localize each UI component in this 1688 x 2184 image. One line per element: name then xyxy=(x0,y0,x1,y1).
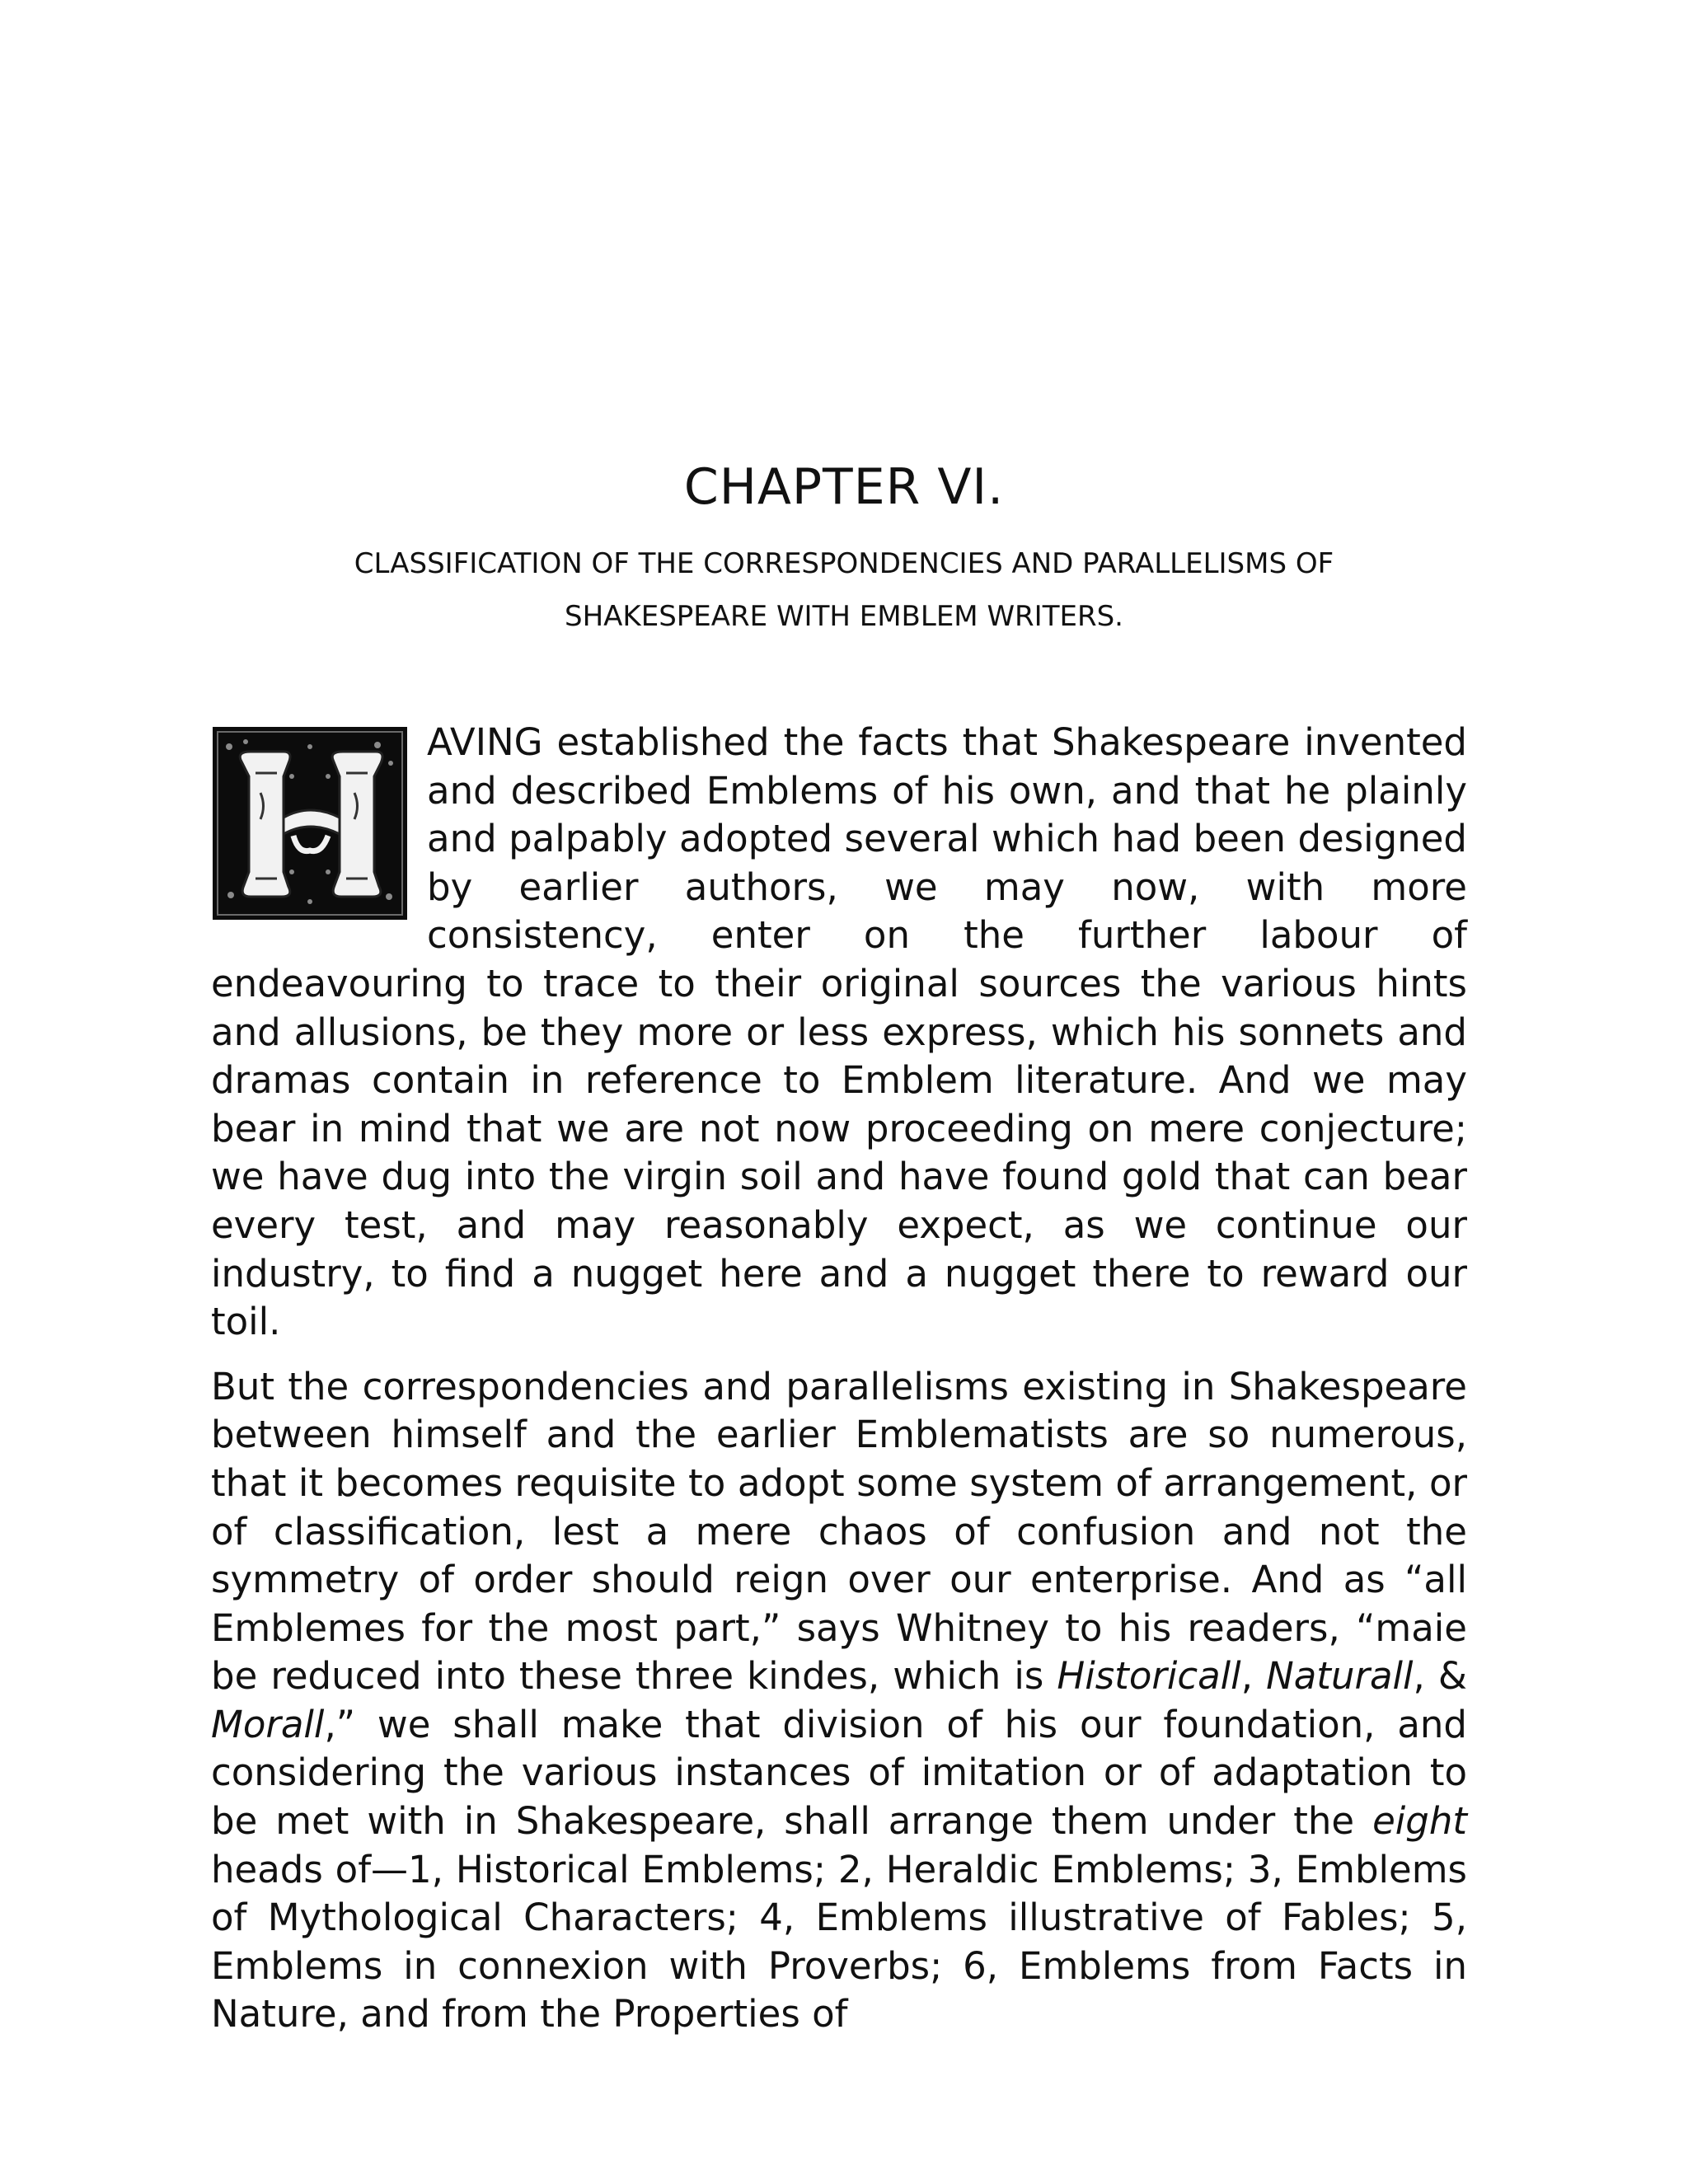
paragraph-1 xyxy=(211,719,1467,1347)
italic-historicall: Historicall xyxy=(1057,1654,1241,1699)
italic-eight: eight xyxy=(1372,1799,1467,1844)
ornamental-initial-h-icon xyxy=(213,727,407,920)
drop-cap-graphic xyxy=(213,727,407,920)
chapter-subtitle-line-1: CLASSIFICATION OF THE CORRESPONDENCIES AND PARALLELISMS OF xyxy=(354,547,1334,580)
paragraph-2 xyxy=(211,1363,1467,2039)
separator: , xyxy=(1240,1654,1267,1699)
paragraph-1-text: AVING established the facts that Shakespeare invented and described Emblems of his own, and that he plainly and palpably adopted several which had been designed by earlier authors, we may now, with more consistency, enter on the further labour of endeavouring to trace to their original sources the various hints and allusions, be they more or less express, which his sonnets and dramas contain in reference to Emblem literature. And we may bear in mind that we are not now proceeding on mere conjecture; we have dug into the virgin soil and have found gold that can bear every test, and may reasonably expect, as we continue our industry, to find a nugget here and a nugget there to reward our toil. xyxy=(211,720,1467,1344)
chapter-title: CHAPTER VI. xyxy=(683,458,1005,516)
chapter-subtitle-line-2: SHAKESPEARE WITH EMBLEM WRITERS. xyxy=(565,600,1123,633)
paragraph-2-text-b: ,” we shall make that division of his our foundation, and considering the various instances of imitation or of adaptation to be met with in Shakespeare, shall arrange them under the xyxy=(211,1702,1467,1844)
italic-naturall: Naturall xyxy=(1266,1654,1414,1699)
paragraph-2-text-c: heads of—1, Historical Emblems; 2, Heraldic Emblems; 3, Emblems of Mythological Characters; 4, Emblems illustrative of Fables; 5, Emblems in connexion with Proverbs; 6, Emblems from Facts in Nature, and from the Properties of xyxy=(211,1847,1467,2036)
chapter-body xyxy=(211,719,1467,2039)
separator: , & xyxy=(1413,1654,1468,1699)
paragraph-2-text-a: But the correspondencies and parallelisms existing in Shakespeare between himself and the earlier Emblematists are so numerous, that it becomes requisite to adopt some system of arrangement, or of classification, lest a mere chaos of confusion and not the symmetry of order should reign over our enterprise. And as “all Emblemes for the most part,” says Whitney to his readers, “maie be reduced into these three kindes, which is xyxy=(211,1364,1467,1699)
chapter-subtitle xyxy=(0,537,1688,643)
italic-morall: Morall xyxy=(211,1702,325,1746)
